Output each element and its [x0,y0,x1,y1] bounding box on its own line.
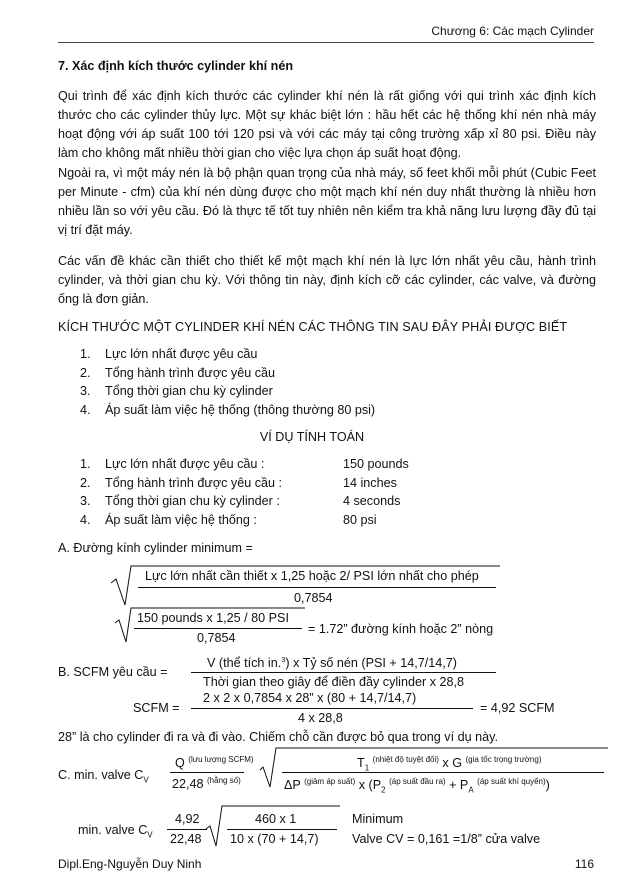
formula-c-q-den: 22,48 $^{(hằng số)}$ [172,776,241,792]
section-title: 7. Xác định kích thước cylinder khí nén [58,59,294,73]
formula-d-minimum: Minimum [352,812,404,826]
formula-b-den1: Thời gian theo giây để điền đầy cylinder x 28,8 [203,675,464,689]
formula-d-num2: 460 x 1 [255,812,297,826]
list-item: 3. Tổng thời gian chu kỳ cylinder : 4 seconds [80,494,401,508]
formula-a-num2: 150 pounds x 1,25 / 80 PSI [137,611,289,625]
list-item: 1. Lực lớn nhất được yêu cầu [80,347,258,361]
formula-d-num1: 4,92 [175,812,200,826]
fraction-bar [227,829,337,830]
formula-c-den: ΔP $^{(giảm áp suất)}$ x ($P_2$ $^{(áp suất đầu ra)} + P_A$ $^{(áp suất khí quyển)}$) [284,777,550,795]
fraction-bar [282,772,604,773]
fraction-bar [138,587,496,588]
paragraph-1: Qui trình để xác định kích thước các cylinder khí nén là rất giống với qui trình xác định kích thước cho các cylinder thủy lực. Một sự khác biệt lớn : hầu hết các hệ thống khí nén nhà máy hoạt động với áp suất 100 tới 120 psi và với các máy tại công trường xấp xỉ 80 psi. Điều này làm cho không mất nhiều thời gian cho việc lựa chọn áp suất hoạt động. [58,89,596,160]
fraction-bar [134,628,302,629]
formula-d-den1: 22,48 [170,832,202,846]
list-item: 4. Áp suất làm việc hệ thống : 80 psi [80,512,377,527]
formula-a-label: A. Đường kính cylinder minimum = [58,541,253,555]
fraction-bar [191,708,473,709]
formula-a-den1: 0,7854 [294,591,333,605]
caps-heading: KÍCH THƯỚC MỘT CYLINDER KHÍ NÉN CÁC THÔNG TIN SAU ĐÂY PHẢI ĐƯỢC BIẾT [58,320,568,334]
chapter-header: Chương 6: Các mạch Cylinder [431,24,594,38]
list-item: 4. Áp suất làm việc hệ thống (thông thường 80 psi) [80,402,376,417]
formula-c-q: Q $^{(lưu lượng SCFM)}$ [175,755,254,771]
formula-b-num1: V (thể tích in.$^3$) x Tỷ số nén (PSI + 14,7/14,7) [207,655,457,671]
formula-b-label: B. SCFM yêu cầu = [58,665,168,679]
formula-c-t1: $T_1$ $^{(nhiệt độ tuyệt đối)}$ x G $^{(gia tốc trọng trường)}$ [357,755,542,773]
formula-a-num1: Lực lớn nhất cần thiết x 1,25 hoặc 2/ PSI lớn nhất cho phép [145,569,479,583]
formula-a-den2: 0,7854 [197,631,236,645]
list-item: 2. Tổng hành trình được yêu cầu : 14 inches [80,475,397,490]
formula-b-den2: 4 x 28,8 [298,711,343,725]
footer-author: Dipl.Eng-Nguyễn Duy Ninh [58,857,202,871]
formula-c-label: C. min. valve $C_V$ [58,768,149,785]
fraction-bar [191,672,496,673]
formula-b-label2: SCFM = [133,701,180,715]
page-number: 116 [574,857,594,871]
formula-d-den2: 10 x (70 + 14,7) [230,832,319,846]
fraction-bar [167,829,207,830]
formula-b-result: = 4,92 SCFM [480,701,555,715]
formula-b-note: 28” là cho cylinder đi ra và đi vào. Chiếm chỗ cần được bỏ qua trong ví dụ này. [58,730,498,744]
paragraph-2: Ngoài ra, vì một máy nén là bộ phận quan trọng của nhà máy, số feet khối mỗi phút (Cubic Feet per Minute - cfm) của khí nén dùng được cho một mạch khí nén duy nhất thường là nhiều hơn nhiều lần so với yêu cầu. Đó là thực tế tốt tuy nhiên nên kiểm tra khả năng lưu lượng đầy đủ tại vị trí đặt máy. [58,166,596,237]
example-heading: VÍ DỤ TÍNH TOÁN [259,430,365,444]
fraction-bar [170,772,244,773]
formula-b-num2: 2 x 2 x 0,7854 x 28” x (80 + 14,7/14,7) [203,691,417,705]
list-item: 3. Tổng thời gian chu kỳ cylinder [80,384,273,398]
list-item: 2. Tổng hành trình được yêu cầu [80,365,276,380]
formula-d-label: min. valve $C_V$ [78,823,153,840]
formula-a-result: = 1.72” đường kính hoặc 2” nòng [308,622,494,636]
list-item: 1. Lực lớn nhất được yêu cầu : 150 pounds [80,457,409,471]
formula-d-result: Valve CV = 0,161 =1/8” cửa valve [352,832,541,846]
paragraph-3: Các vấn đề khác cần thiết cho thiết kế một mạch khí nén là lực lớn nhất yêu cầu, hành trình cylinder, và thời gian chu kỳ. Với thông tin này, định kích cỡ các cylinder, các valve, và đường ống là đơn giản. [58,254,596,306]
